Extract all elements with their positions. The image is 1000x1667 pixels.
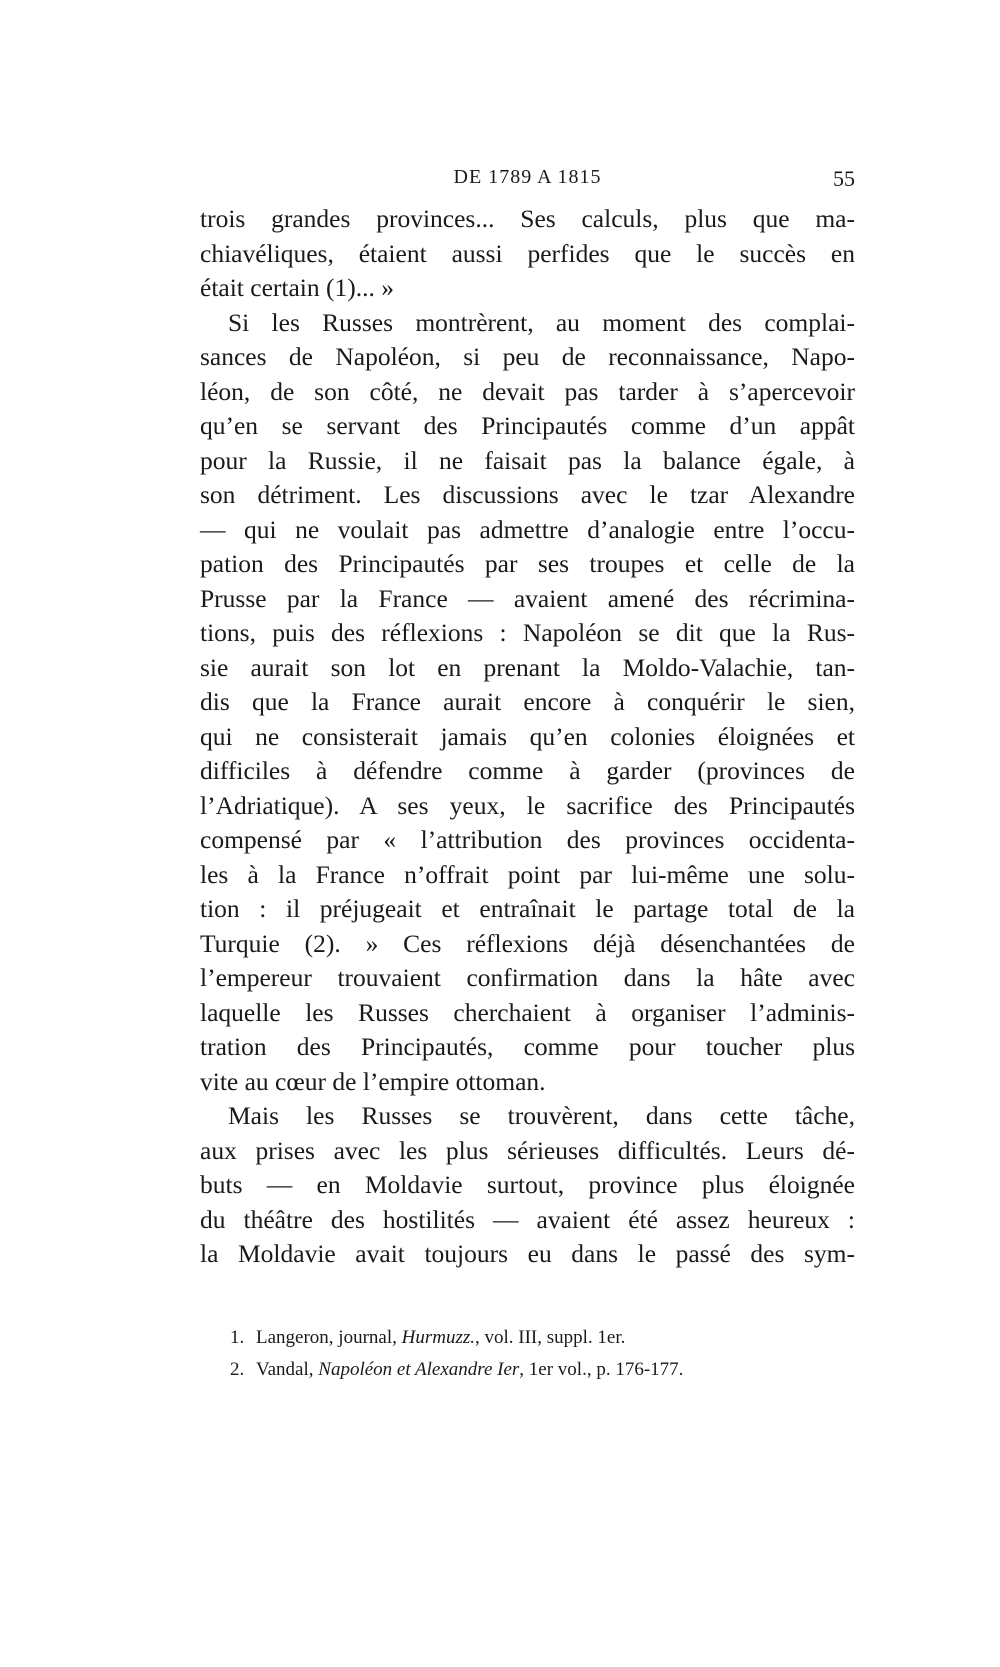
text-line: qu’en se servant des Principautés comme d’un appât <box>200 411 855 440</box>
footnote-title: Hurmuzz. <box>401 1327 475 1348</box>
text-line: léon, de son côté, ne devait pas tarder à s’apercevoir <box>200 376 855 406</box>
text-line: tions, puis des réflexions : Napoléon se dit que la Rus- <box>200 618 855 647</box>
page-number: 55 <box>833 166 855 191</box>
footnote-text: , vol. III, suppl. 1er. <box>475 1327 626 1348</box>
footnote <box>230 1322 830 1354</box>
running-head: DE 1789 A 1815 <box>453 166 602 188</box>
text-line: dis que la France aurait encore à conquérir le sien, <box>200 687 855 716</box>
text-line: Turquie (2). » Ces réflexions déjà désenchantées de <box>200 928 855 958</box>
text-line: qui ne consisterait jamais qu’en colonies éloignées et <box>200 721 855 751</box>
text-line: compensé par « l’attribution des provinces occidenta- <box>200 825 855 854</box>
text-line: trois grandes provinces... Ses calculs, plus que ma- <box>200 204 855 233</box>
text-line: tion : il préjugeait et entraînait le partage total de la <box>200 894 855 923</box>
body-text <box>200 202 855 1272</box>
text-line: du théâtre des hostilités — avaient été assez heureux : <box>200 1204 855 1234</box>
text-line: pour la Russie, il ne faisait pas la balance égale, à <box>200 445 855 475</box>
text-line: était certain (1)... » <box>200 273 394 302</box>
footnote-title: Napoléon et Alexandre Ier <box>318 1359 520 1380</box>
text-line: vite au cœur de l’empire ottoman. <box>200 1066 546 1096</box>
text-line: tration des Principautés, comme pour toucher plus <box>200 1032 855 1061</box>
text-line: l’Adriatique). A ses yeux, le sacrifice des Principautés <box>200 790 855 820</box>
footnote-text: , 1er vol., p. 176-177. <box>519 1359 684 1380</box>
text-line: Si les Russes montrèrent, au moment des complai- <box>228 307 855 337</box>
footnote-text: Vandal, <box>256 1359 319 1380</box>
text-line: pation des Principautés par ses troupes et celle de la <box>200 549 855 578</box>
text-line: sie aurait son lot en prenant la Moldo-Valachie, tan- <box>200 652 855 682</box>
text-line: Prusse par la France — avaient amené des récrimina- <box>200 583 855 613</box>
text-line: laquelle les Russes cherchaient à organiser l’adminis- <box>200 997 855 1027</box>
page-header <box>200 166 855 196</box>
text-line: les à la France n’offrait point par lui-même une solu- <box>200 859 855 889</box>
text-line: Mais les Russes se trouvèrent, dans cette tâche, <box>228 1101 855 1130</box>
text-line: difficiles à défendre comme à garder (provinces de <box>200 756 855 785</box>
footnote-text: Langeron, journal, <box>256 1327 402 1348</box>
text-line: la Moldavie avait toujours eu dans le passé des sym- <box>200 1239 855 1268</box>
text-line: son détriment. Les discussions avec le tzar Alexandre <box>200 480 855 509</box>
footnotes <box>230 1322 830 1386</box>
text-line: l’empereur trouvaient confirmation dans la hâte avec <box>200 963 855 992</box>
text-line: sances de Napoléon, si peu de reconnaissance, Napo- <box>200 342 855 371</box>
footnote-number: 1. <box>230 1327 245 1348</box>
text-line: aux prises avec les plus sérieuses difficultés. Leurs dé- <box>200 1135 855 1165</box>
text-line: chiavéliques, étaient aussi perfides que le succès en <box>200 238 855 268</box>
footnote <box>230 1354 830 1386</box>
text-line: — qui ne voulait pas admettre d’analogie entre l’occu- <box>200 514 855 544</box>
text-line: buts — en Moldavie surtout, province plus éloignée <box>200 1170 855 1199</box>
footnote-number: 2. <box>230 1359 245 1380</box>
